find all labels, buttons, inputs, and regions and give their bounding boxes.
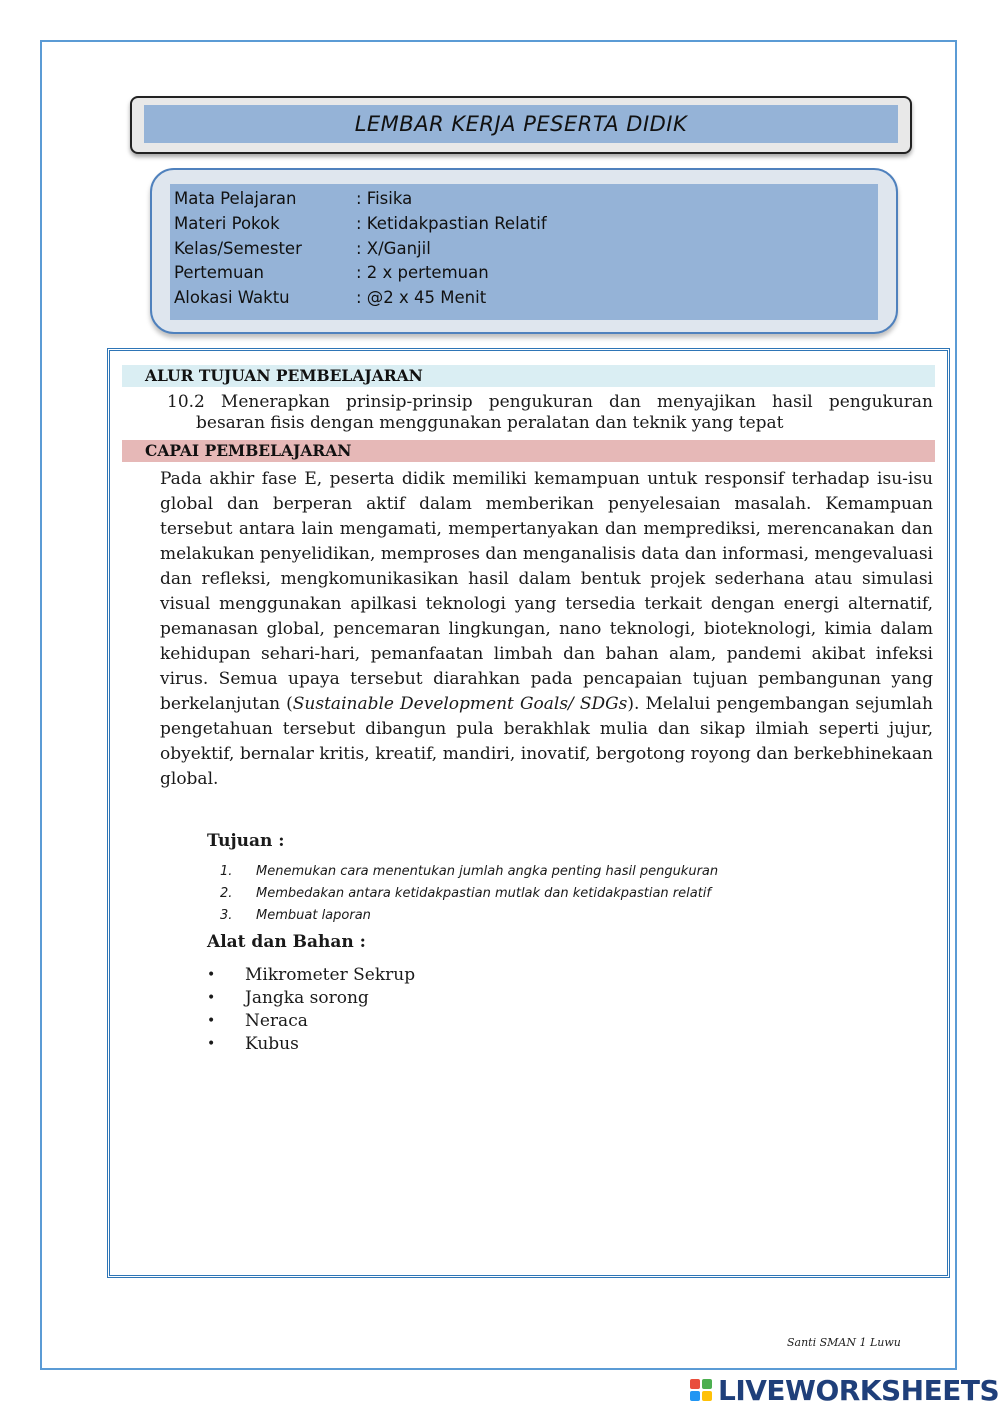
bullet-icon: • [207,990,216,1006]
goals-heading: Tujuan : [207,831,285,851]
atp-heading: ALUR TUJUAN PEMBELAJARAN [122,365,935,387]
brand-text: LIVEWORKSHEETS [718,1373,999,1407]
tools-list [207,964,415,1056]
tool-item [207,987,415,1010]
goal-text: Membuat laporan [256,908,371,923]
goals-list [220,861,718,927]
tool-text: Mikrometer Sekrup [245,965,416,985]
cp-text-italic: Sustainable Development Goals/ SDGs [292,694,628,714]
bullet-icon: • [207,1036,216,1052]
goal-text: Menemukan cara menentukan jumlah angka penting hasil pengukuran [256,864,719,879]
tool-item [207,1010,415,1033]
info-row [174,261,874,286]
info-row [174,187,874,212]
goal-text: Membedakan antara ketidakpastian mutlak dan ketidakpastian relatif [256,886,711,901]
goal-item [220,883,718,905]
info-row [174,212,874,237]
goal-item [220,861,718,883]
info-label: Kelas/Semester [174,238,302,258]
info-value: : Fisika [356,189,413,208]
cp-heading: CAPAI PEMBELAJARAN [122,440,935,462]
cp-text-before: Pada akhir fase E, peserta didik memiliki kemampuan untuk responsif terhadap isu-isu global dan berperan aktif dalam memberikan penyelesaian masalah. Kemampuan tersebut antara lain mengamati, mempertanyakan dan memprediksi, merencanakan dan melakukan penyelidikan, memproses dan menganalisis data dan informasi, mengevaluasi dan refleksi, mengkomunikasikan hasil dalam bentuk projek sederhana atau simulasi visual menggunakan apilkasi teknologi yang tersedia terkait dengan energi alternatif, pemanasan global, pencemaran lingkungan, nano teknologi, bioteknologi, kimia dalam kehidupan sehari-hari, pemanfaatan limbah dan bahan alam, pandemi akibat infeksi virus. Semua upaya tersebut diarahkan pada pencapaian tujuan pembangunan yang berkelanjutan ( [160,469,933,714]
title-banner [130,96,912,154]
info-label: Alokasi Waktu [174,288,290,308]
tool-item [207,964,415,987]
info-value: : X/Ganjil [356,238,431,258]
brand-logo-icon [690,1379,712,1401]
info-value: : 2 x pertemuan [356,263,489,283]
bullet-icon: • [207,967,216,983]
atp-line-1: 10.2 Menerapkan prinsip-prinsip pengukuran dan menyajikan hasil pengukuran [167,392,933,412]
goal-number: 1. [220,864,233,879]
info-box [150,168,898,334]
goal-number: 3. [220,908,233,923]
logo-square [702,1391,712,1401]
info-label: Materi Pokok [174,213,280,233]
tools-heading: Alat dan Bahan : [207,932,366,952]
logo-square [690,1391,700,1401]
bullet-icon: • [207,1013,216,1029]
info-inner [170,184,878,320]
title-inner [144,105,898,143]
tool-item [207,1033,415,1056]
info-value: : Ketidakpastian Relatif [356,213,547,233]
info-row [174,286,874,311]
author-note: Santi SMAN 1 Luwu [787,1336,901,1349]
tool-text: Kubus [245,1034,299,1054]
goal-item [220,905,718,927]
goal-number: 2. [220,886,233,901]
logo-square [702,1379,712,1389]
atp-line-2: besaran fisis dengan menggunakan peralatan dan teknik yang tepat [196,413,784,433]
liveworksheets-logo[interactable] [690,1373,999,1407]
cp-paragraph [160,467,933,792]
worksheet-title: LEMBAR KERJA PESERTA DIDIK [354,112,688,136]
tool-text: Neraca [245,1011,308,1031]
tool-text: Jangka sorong [245,988,369,1008]
info-value: : @2 x 45 Menit [356,288,487,308]
info-label: Pertemuan [174,263,265,283]
logo-square [690,1379,700,1389]
info-row [174,237,874,262]
info-label: Mata Pelajaran [174,189,297,208]
cp-text-after: ). Melalui pengembangan sejumlah pengetahuan tersebut dibangun pula berakhlak mulia dan sikap ilmiah seperti jujur, obyektif, bernalar kritis, kreatif, mandiri, inovatif, bergotong royong dan berkebhinekaan global. [160,694,934,789]
